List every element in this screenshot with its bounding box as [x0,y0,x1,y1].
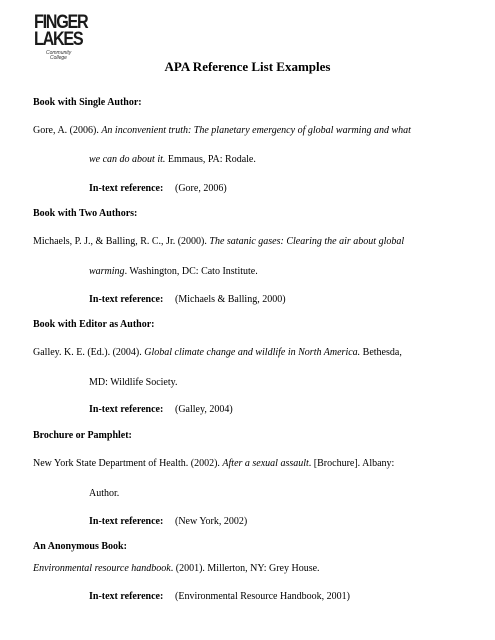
in-text-reference-label: In-text reference: [89,591,164,602]
section-heading-single-author: Book with Single Author: [33,97,142,108]
reference-line: Galley. K. E. (Ed.). (2004). Global climate change and wildlife in North America. Bethesda, [33,347,402,358]
section-heading-brochure: Brochure or Pamphlet: [33,430,132,441]
in-text-reference-value: (New York, 2002) [175,516,248,527]
section-heading-two-authors: Book with Two Authors: [33,208,138,219]
in-text-reference-label: In-text reference: [89,404,164,415]
in-text-reference-value: (Galley, 2004) [175,404,233,415]
reference-line-continued: MD: Wildlife Society. [89,377,178,388]
in-text-reference-value: (Gore, 2006) [175,183,227,194]
finger-lakes-logo [34,12,88,64]
logo-subtext-line1: Community [46,50,72,56]
logo-text-line2: LAKES [34,29,83,50]
logo-subtext-line2: College [50,55,67,61]
reference-line: Michaels, P. J., & Balling, R. C., Jr. (2000). The satanic gases: Clearing the air about global [33,236,405,247]
section-heading-editor-as-author: Book with Editor as Author: [33,319,155,330]
in-text-reference-label: In-text reference: [89,294,164,305]
reference-line-continued: Author. [89,488,120,499]
reference-line-continued: we can do about it. Emmaus, PA: Rodale. [89,154,256,165]
reference-line: Environmental resource handbook. (2001). Millerton, NY: Grey House. [33,563,320,574]
logo-text-line1: FINGER [34,12,88,33]
reference-line: New York State Department of Health. (2002). After a sexual assault. [Brochure]. Albany: [33,458,395,469]
reference-line: Gore, A. (2006). An inconvenient truth: The planetary emergency of global warming and what [33,125,411,136]
in-text-reference-label: In-text reference: [89,516,164,527]
page-title: APA Reference List Examples [164,59,331,74]
in-text-reference-value: (Michaels & Balling, 2000) [175,294,286,305]
in-text-reference-value: (Environmental Resource Handbook, 2001) [175,591,350,602]
reference-line-continued: warming. Washington, DC: Cato Institute. [89,266,258,277]
section-heading-anonymous-book: An Anonymous Book: [33,541,127,552]
in-text-reference-label: In-text reference: [89,183,164,194]
